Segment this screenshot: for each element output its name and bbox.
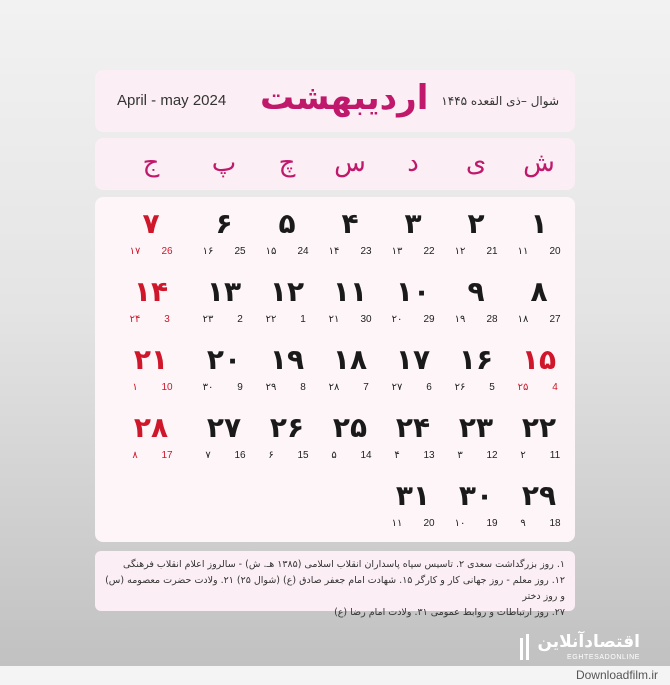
hijri-day-number: ۱۶	[202, 246, 214, 257]
gregorian-day-number: 22	[423, 246, 435, 257]
note-line: ۱۲. روز معلم - روز جهانی کار و کارگر ۱۵. شهادت امام جعفر صادق (ع) (شوال ۲۵) ۲۱. ولادت حضرت معصومه (س) و روز دختر	[105, 575, 565, 602]
gregorian-day-number: 26	[161, 246, 173, 257]
persian-day-number: ۱۸	[332, 343, 368, 376]
hijri-day-number: ۲۰	[391, 314, 403, 325]
hijri-day-number: ۱	[132, 382, 138, 393]
note-line: ۱. روز بزرگداشت سعدی ۲. تاسیس سپاه پاسداران انقلاب اسلامی (۱۳۸۵ هـ. ش) - سالروز اعلام انقلاب فرهنگی	[123, 559, 565, 570]
day-cell	[320, 337, 380, 397]
day-cell	[257, 337, 317, 397]
hijri-day-number: ۵	[331, 450, 337, 461]
day-cell	[320, 201, 380, 261]
day-cell	[121, 201, 181, 261]
persian-day-number: ۲۲	[521, 411, 557, 444]
day-cell	[446, 269, 506, 329]
gregorian-day-number: 25	[234, 246, 246, 257]
persian-day-number: ۱۰	[395, 275, 431, 308]
hijri-day-number: ۲۵	[517, 382, 529, 393]
hijri-day-number: ۷	[205, 450, 211, 461]
persian-day-number: ۲۰	[206, 343, 242, 376]
day-cell	[121, 337, 181, 397]
persian-day-number: ۵	[278, 207, 296, 240]
day-cell	[194, 269, 254, 329]
weekday-tue: س	[334, 148, 366, 178]
hijri-day-number: ۲۸	[328, 382, 340, 393]
persian-day-number: ۲۸	[133, 411, 169, 444]
hijri-day-number: ۴	[394, 450, 400, 461]
gregorian-day-number: 20	[423, 518, 435, 529]
day-cell	[383, 473, 443, 533]
gregorian-day-number: 27	[549, 314, 561, 325]
hijri-month-range: شوال –ذی القعده ۱۴۴۵	[441, 94, 559, 108]
hijri-day-number: ۲۹	[265, 382, 277, 393]
day-cell	[383, 337, 443, 397]
gregorian-day-number: 14	[360, 450, 372, 461]
persian-day-number: ۳۰	[458, 479, 494, 512]
day-cell	[509, 405, 569, 465]
hijri-day-number: ۲۶	[454, 382, 466, 393]
day-cell	[446, 337, 506, 397]
hijri-day-number: ۱۳	[391, 246, 403, 257]
hijri-day-number: ۲۳	[202, 314, 214, 325]
hijri-day-number: ۶	[268, 450, 274, 461]
gregorian-day-number: 28	[486, 314, 498, 325]
gregorian-day-number: 24	[297, 246, 309, 257]
persian-day-number: ۹	[467, 275, 485, 308]
gregorian-day-number: 13	[423, 450, 435, 461]
note-line: ۲۷. روز ارتباطات و روابط عمومی ۳۱. ولادت امام رضا (ع)	[334, 607, 565, 618]
hijri-day-number: ۱۵	[265, 246, 277, 257]
hijri-day-number: ۱۰	[454, 518, 466, 529]
gregorian-day-number: 23	[360, 246, 372, 257]
gregorian-day-number: 16	[234, 450, 246, 461]
gregorian-day-number: 17	[161, 450, 173, 461]
hijri-day-number: ۱۲	[454, 246, 466, 257]
gregorian-day-number: 9	[237, 382, 243, 393]
persian-day-number: ۸	[530, 275, 548, 308]
gregorian-day-number: 5	[489, 382, 495, 393]
hijri-day-number: ۱۹	[454, 314, 466, 325]
day-cell	[194, 337, 254, 397]
hijri-day-number: ۲۷	[391, 382, 403, 393]
persian-day-number: ۲۹	[521, 479, 557, 512]
persian-day-number: ۱۱	[332, 275, 368, 308]
gregorian-day-number: 11	[549, 450, 561, 461]
weekday-wed: چ	[278, 148, 296, 178]
persian-day-number: ۱۳	[206, 275, 242, 308]
gregorian-day-number: 30	[360, 314, 372, 325]
gregorian-day-number: 7	[363, 382, 369, 393]
gregorian-day-number: 6	[426, 382, 432, 393]
persian-day-number: ۲۶	[269, 411, 305, 444]
logo-bars-icon	[519, 634, 531, 664]
gregorian-day-number: 20	[549, 246, 561, 257]
day-cell	[446, 405, 506, 465]
day-cell	[509, 473, 569, 533]
gregorian-day-number: 12	[486, 450, 498, 461]
gregorian-day-number: 21	[486, 246, 498, 257]
persian-day-number: ۱۶	[458, 343, 494, 376]
hijri-day-number: ۱۱	[391, 518, 403, 529]
day-cell	[509, 337, 569, 397]
persian-day-number: ۳۱	[395, 479, 431, 512]
gregorian-month-range: April - may 2024	[117, 92, 227, 109]
logo-text: اقتصادآنلاین	[537, 632, 640, 652]
weekday-fri: ج	[142, 148, 160, 178]
brand-logo	[525, 632, 640, 666]
weekday-thu: پ	[211, 148, 237, 178]
footer-bar	[0, 666, 670, 685]
gregorian-day-number: 4	[552, 382, 558, 393]
hijri-day-number: ۲	[520, 450, 526, 461]
gregorian-day-number: 10	[161, 382, 173, 393]
day-cell	[446, 473, 506, 533]
hijri-day-number: ۱۷	[129, 246, 141, 257]
persian-day-number: ۲۷	[206, 411, 242, 444]
hijri-day-number: ۳۰	[202, 382, 214, 393]
day-cell	[509, 201, 569, 261]
day-cell	[257, 201, 317, 261]
persian-day-number: ۲۱	[133, 343, 169, 376]
day-cell	[320, 269, 380, 329]
logo-subtext: EGHTESADONLINE	[567, 654, 640, 661]
month-header	[95, 70, 575, 132]
persian-day-number: ۲۳	[458, 411, 494, 444]
day-cell	[383, 405, 443, 465]
persian-day-number: ۱۵	[521, 343, 557, 376]
day-cell	[509, 269, 569, 329]
persian-day-number: ۷	[142, 207, 160, 240]
weekday-mon: د	[407, 148, 419, 178]
gregorian-day-number: 15	[297, 450, 309, 461]
persian-month-title: اردیبهشت	[260, 78, 429, 118]
persian-day-number: ۳	[404, 207, 422, 240]
hijri-day-number: ۱۱	[517, 246, 529, 257]
gregorian-day-number: 2	[237, 314, 243, 325]
persian-day-number: ۲	[467, 207, 485, 240]
gregorian-day-number: 8	[300, 382, 306, 393]
day-cell	[121, 269, 181, 329]
gregorian-day-number: 29	[423, 314, 435, 325]
persian-day-number: ۱	[530, 207, 548, 240]
gregorian-day-number: 18	[549, 518, 561, 529]
calendar-grid	[95, 197, 575, 542]
footer-site: Downloadfilm.ir	[575, 668, 658, 682]
persian-day-number: ۱۷	[395, 343, 431, 376]
weekday-sat: ش	[523, 148, 555, 178]
persian-day-number: ۲۵	[332, 411, 368, 444]
persian-day-number: ۲۴	[395, 411, 431, 444]
weekday-header	[95, 138, 575, 190]
day-cell	[121, 405, 181, 465]
day-cell	[194, 405, 254, 465]
persian-day-number: ۶	[215, 207, 233, 240]
day-cell	[446, 201, 506, 261]
day-cell	[194, 201, 254, 261]
day-cell	[257, 405, 317, 465]
persian-day-number: ۴	[341, 207, 359, 240]
hijri-day-number: ۱۸	[517, 314, 529, 325]
gregorian-day-number: 1	[300, 314, 306, 325]
persian-day-number: ۱۹	[269, 343, 305, 376]
day-cell	[320, 405, 380, 465]
gregorian-day-number: 3	[164, 314, 170, 325]
hijri-day-number: ۲۱	[328, 314, 340, 325]
events-notes	[95, 551, 575, 618]
persian-day-number: ۱۲	[269, 275, 305, 308]
hijri-day-number: ۲۲	[265, 314, 277, 325]
day-cell	[257, 269, 317, 329]
day-cell	[383, 269, 443, 329]
weekday-sun: ی	[465, 148, 487, 178]
persian-day-number: ۱۴	[133, 275, 169, 308]
hijri-day-number: ۹	[520, 518, 526, 529]
hijri-day-number: ۱۴	[328, 246, 340, 257]
day-cell	[383, 201, 443, 261]
hijri-day-number: ۸	[132, 450, 138, 461]
gregorian-day-number: 19	[486, 518, 498, 529]
hijri-day-number: ۳	[457, 450, 463, 461]
hijri-day-number: ۲۴	[129, 314, 141, 325]
